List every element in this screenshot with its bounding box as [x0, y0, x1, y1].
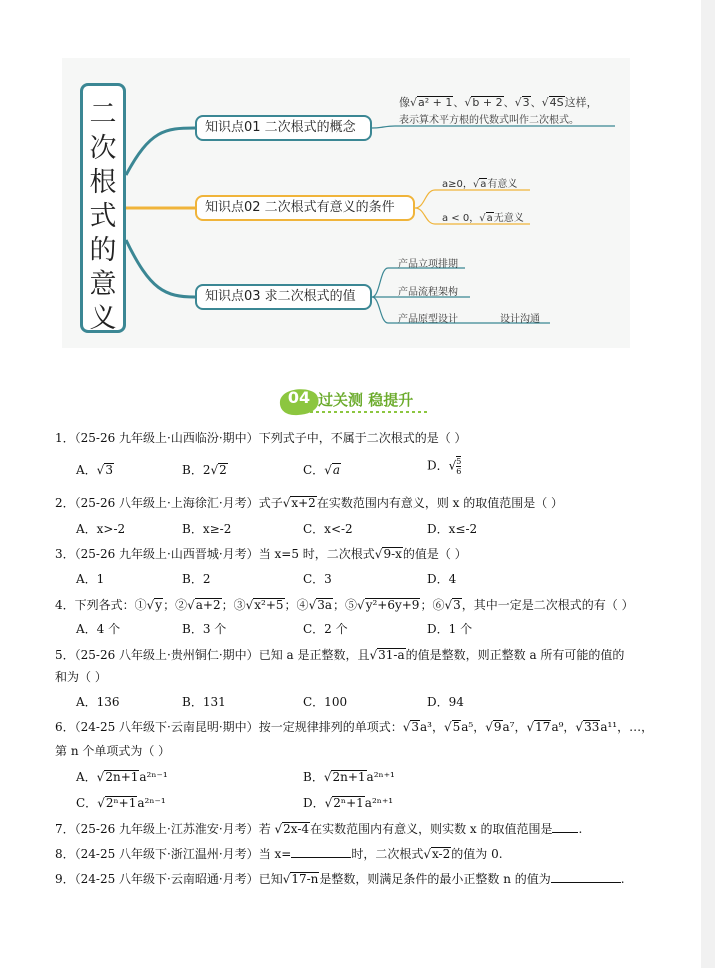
- q5-option-d: D．94: [427, 695, 464, 709]
- root-char-5: 的: [89, 235, 117, 266]
- q1-option-a: A．√3: [76, 463, 113, 477]
- leaf-value-4: 设计沟通: [500, 314, 540, 325]
- q2-option-c: C．x<-2: [303, 522, 353, 536]
- leaf-value-3: 产品原型设计: [398, 314, 458, 325]
- leaf-concept-line1: 像√a² + 1、√b + 2、√3、√4S这样，: [399, 96, 598, 109]
- root-char-4: 式: [89, 201, 117, 232]
- leaf-value-1: 产品立项排期: [398, 259, 458, 270]
- q6-option-d: D．√2ⁿ+1a²ⁿ⁺¹: [303, 796, 394, 810]
- q5-option-b: B．131: [182, 695, 226, 709]
- q4-option-d: D．1 个: [427, 622, 473, 636]
- leaf-concept-line2: 表示算术平方根的代数式叫作二次根式。: [399, 115, 579, 126]
- q5-option-c: C．100: [303, 695, 348, 709]
- branch-line-3: [126, 240, 195, 297]
- root-char-6: 意: [89, 269, 117, 300]
- question-9: 9．（24-25 八年级下·云南昭通·月考）已知√17-n是整数，则满足条件的最小正整数 n 的值为 .: [55, 872, 625, 886]
- leaf-condition-invalid: a < 0，√a无意义: [442, 213, 524, 224]
- question-3: 3．（25-26 九年级上·山西晋城·月考）当 x=5 时，二次根式√9-x的值是（ ）: [55, 547, 467, 561]
- q3-option-a: A．1: [76, 572, 105, 586]
- leaf-line-1: [372, 126, 615, 128]
- section-title: 过关测 稳提升: [318, 391, 414, 409]
- q2-option-b: B．x≥-2: [182, 522, 232, 536]
- section-badge: [278, 384, 438, 422]
- q3-option-c: C．3: [303, 572, 332, 586]
- q6-option-c: C．√2ⁿ+1a²ⁿ⁻¹: [76, 796, 166, 810]
- question-2: 2．（25-26 八年级上·上海徐汇·月考）式子√x+2在实数范围内有意义，则 x 的取值范围是（ ）: [55, 496, 564, 510]
- root-char-1: 二: [89, 99, 117, 130]
- root-char-2: 次: [89, 133, 117, 164]
- question-6: 6．（24-25 八年级下·云南昆明·期中）按一定规律排列的单项式：√3a³，√5a⁵，√9a⁷，√17a⁹，√33a¹¹，…，: [55, 720, 654, 734]
- question-5-line2: 和为（ ）: [55, 670, 107, 684]
- q3-option-b: B．2: [182, 572, 211, 586]
- knowledge-node-1: 知识点01 二次根式的概念: [195, 115, 372, 141]
- q7-answer-blank[interactable]: [552, 820, 578, 833]
- q2-option-a: A．x>-2: [76, 522, 126, 536]
- q2-option-d: D．x≤-2: [427, 522, 478, 536]
- q6-option-b: B．√2n+1a²ⁿ⁺¹: [303, 770, 395, 784]
- knowledge-node-2: 知识点02 二次根式有意义的条件: [195, 195, 415, 221]
- root-char-3: 根: [89, 167, 117, 198]
- q3-option-d: D．4: [427, 572, 457, 586]
- q4-option-c: C．2 个: [303, 622, 348, 636]
- mindmap-root: [80, 83, 126, 333]
- question-7: 7．（25-26 九年级上·江苏淮安·月考）若 √2x-4在实数范围内有意义，则实数 x 的取值范围是 .: [55, 822, 583, 836]
- q9-answer-blank[interactable]: [551, 870, 621, 883]
- q1-option-c: C．√a: [303, 463, 340, 477]
- leaf-condition-valid: a≥0，√a有意义: [442, 179, 518, 190]
- question-5: 5．（25-26 八年级上·贵州铜仁·期中）已知 a 是正整数，且√31-a的值是整数，则正整数 a 所有可能的值的: [55, 648, 625, 662]
- q5-option-a: A．136: [76, 695, 120, 709]
- q1-option-d: D．√ $\frac{5}{6}$: [427, 457, 462, 476]
- q6-option-a: A．√2n+1a²ⁿ⁻¹: [76, 770, 168, 784]
- knowledge-node-3: 知识点03 求二次根式的值: [195, 284, 372, 310]
- question-4: 4．下列各式：①√y；②√a+2；③√x²+5；④√3a；⑤√y²+6y+9；⑥√3，其中一定是二次根式的有（ ）: [55, 598, 634, 612]
- q8-answer-blank[interactable]: [291, 845, 351, 858]
- page-scrollbar[interactable]: [701, 0, 715, 968]
- question-8: 8．（24-25 八年级下·浙江温州·月考）当 x= 时，二次根式√x-2的值为 0.: [55, 847, 503, 861]
- q4-option-a: A．4 个: [76, 622, 121, 636]
- question-1: 1．（25-26 九年级上·山西临汾·期中）下列式子中，不属于二次根式的是（ ）: [55, 431, 467, 445]
- q1-option-b: B．2√2: [182, 463, 227, 477]
- root-char-7: 义: [89, 303, 117, 334]
- section-number: 04: [287, 388, 311, 407]
- q4-option-b: B．3 个: [182, 622, 227, 636]
- question-6-line2: 第 n 个单项式为（ ）: [55, 744, 171, 758]
- branch-line-1: [126, 128, 195, 175]
- leaf-value-2: 产品流程架构: [398, 287, 458, 298]
